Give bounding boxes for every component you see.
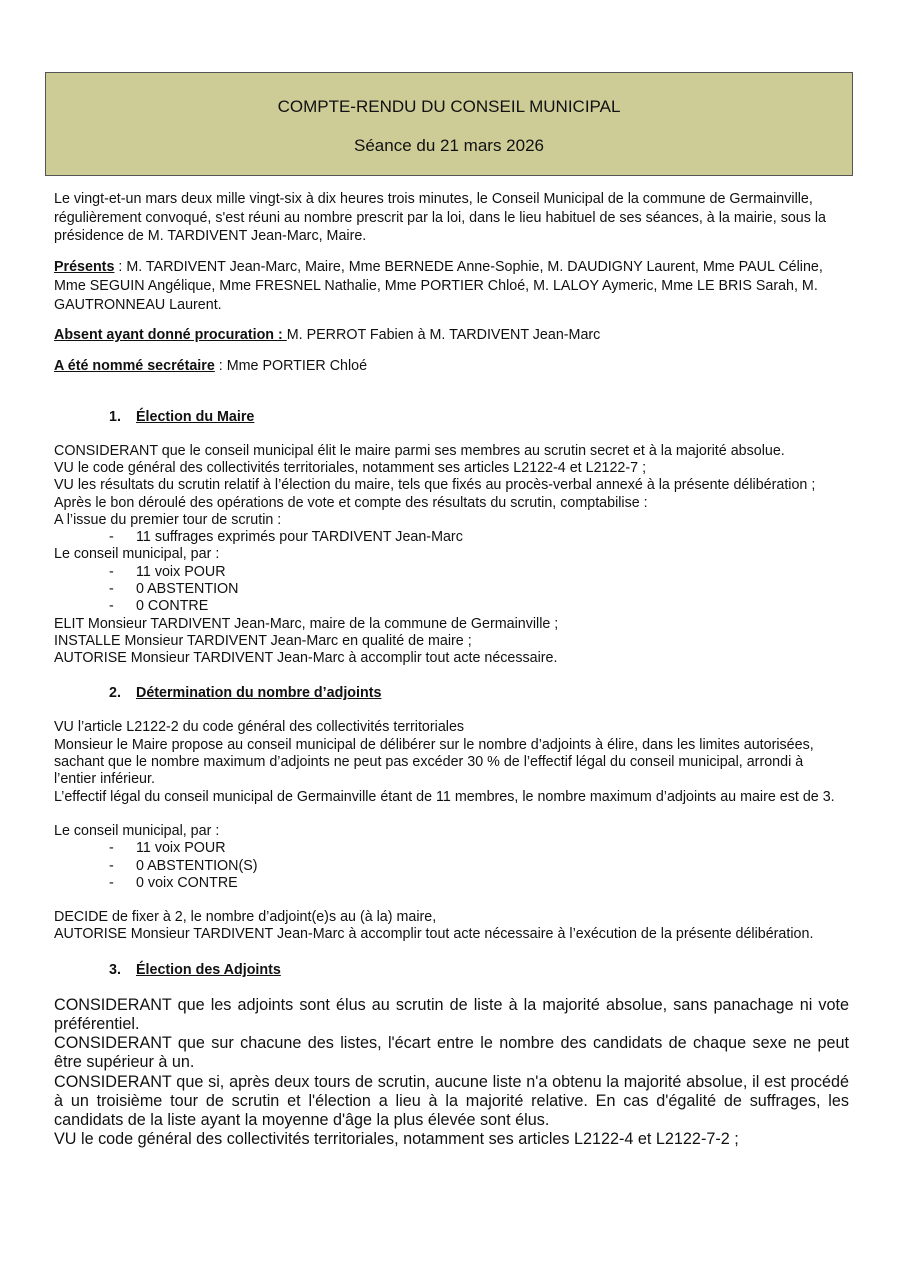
section-2-number: 2. [109, 685, 121, 702]
session-date: Séance du 21 mars 2026 [354, 136, 544, 155]
section-2-title: Détermination du nombre d’adjoints [136, 685, 382, 702]
section-3-line: CONSIDERANT que sur chacune des listes, l'écart entre le nombre des candidats de chaque sexe ne peut être supérieur à un. [54, 1034, 849, 1072]
section-1-vote-text: 0 ABSTENTION [136, 581, 239, 597]
section-1-decision: INSTALLE Monsieur TARDIVENT Jean-Marc en qualité de maire ; [54, 632, 472, 649]
section-2-decision: AUTORISE Monsieur TARDIVENT Jean-Marc à accomplir tout acte nécessaire à l’exécution de la présente délibération. [54, 926, 814, 943]
section-2-decision: DECIDE de fixer à 2, le nombre d’adjoint(e)s au (à la) maire, [54, 909, 437, 926]
presents-label: Présents [54, 259, 115, 276]
secretaire-text: : Mme PORTIER Chloé [214, 357, 368, 374]
section-2-vote-bullet: - 11 voix POUR [109, 840, 226, 857]
secretaire-paragraph [54, 357, 849, 376]
section-1-vote-bullet: - 11 voix POUR [109, 563, 226, 580]
section-1-vote-intro: Le conseil municipal, par : [54, 546, 220, 563]
section-1-line: VU les résultats du scrutin relatif à l’élection du maire, tels que fixés au procès-verbal annexé à la présente délibération ; [54, 477, 816, 494]
section-2-line: L’effectif légal du conseil municipal de Germainville étant de 11 membres, le nombre maximum d’adjoints au maire est de 3. [54, 788, 835, 805]
section-2-vote-bullet: - 0 ABSTENTION(S) [109, 857, 258, 874]
section-1-vote-text: 0 CONTRE [136, 598, 209, 615]
section-2-line: VU l’article L2122-2 du code général des collectivités territoriales [54, 719, 465, 736]
secretaire-label: A été nommé secrétaire [54, 357, 215, 374]
section-3-line: CONSIDERANT que si, après deux tours de scrutin, aucune liste n'a obtenu la majorité absolue, il est procédé à un troisième tour de scrutin et l'élection a lieu à la majorité relative. En cas d'égalité de suffrages, les candidats de la liste ayant la moyenne d'âge la plus élevée sont élus. [54, 1072, 849, 1129]
section-1-vote-bullet: - 0 ABSTENTION [109, 581, 239, 597]
section-1-line: CONSIDERANT que le conseil municipal élit le maire parmi ses membres au scrutin secret et à la majorité absolue. [54, 442, 785, 459]
presents-text: : M. TARDIVENT Jean-Marc, Maire, Mme BERNEDE Anne-Sophie, M. DAUDIGNY Laurent, Mme PAUL Céline, Mme SEGUIN Angélique, Mme FRESNEL Nathalie, Mme PORTIER Chloé, M. LALOY Aymeric, Mme LE BRIS Sarah, M. GAUTRONNEAU Laurent. [54, 259, 823, 313]
section-2-heading [54, 684, 849, 702]
section-2-vote-bullet: - 0 voix CONTRE [109, 874, 238, 891]
section-2-line: Monsieur le Maire propose au conseil municipal de délibérer sur le nombre d’adjoints à élire, dans les limites autorisées, sachant que le nombre maximum d’adjoints ne peut pas excéder 30 % de l’effectif légal du conseil municipal, arrondi à l’entier inférieur. [54, 736, 814, 788]
intro-paragraph: Le vingt-et-un mars deux mille vingt-six à dix heures trois minutes, le Conseil Municipal de la commune de Germainville, régulièrement convoqué, s'est réuni au nombre prescrit par la loi, dans le lieu habituel de ses séances, à la mairie, sous la présidence de M. TARDIVENT Jean-Marc, Maire. [54, 191, 827, 245]
section-3-title: Élection des Adjoints [136, 961, 281, 978]
document-title: COMPTE-RENDU DU CONSEIL MUNICIPAL [277, 97, 621, 116]
section-3-line: CONSIDERANT que les adjoints sont élus au scrutin de liste à la majorité absolue, sans panachage ni vote préférentiel. [54, 995, 849, 1033]
presents-paragraph [54, 258, 849, 314]
absent-paragraph [54, 326, 849, 345]
section-1-decision: AUTORISE Monsieur TARDIVENT Jean-Marc à accomplir tout acte nécessaire. [54, 650, 558, 667]
section-1-line: Après le bon déroulé des opérations de vote et compte des résultats du scrutin, comptabilise : [54, 494, 648, 511]
section-1-heading [54, 408, 849, 426]
section-2-vote-text: 0 voix CONTRE [136, 874, 238, 891]
section-3-line: VU le code général des collectivités territoriales, notamment ses articles L2122-4 et L2122-7-2 ; [54, 1130, 739, 1149]
document-header [45, 72, 853, 176]
section-2-vote-text: 11 voix POUR [136, 840, 226, 857]
section-2-vote-intro: Le conseil municipal, par : [54, 822, 220, 839]
section-1-vote-text: 11 voix POUR [136, 563, 226, 580]
absent-text: M. PERROT Fabien à M. TARDIVENT Jean-Marc [286, 327, 601, 344]
section-1-number: 1. [109, 408, 121, 425]
section-2-vote-text: 0 ABSTENTION(S) [136, 857, 258, 874]
section-1-title: Élection du Maire [136, 408, 255, 425]
section-1-bullet: - 11 suffrages exprimés pour TARDIVENT Jean-Marc [109, 529, 463, 546]
section-1-decision: ELIT Monsieur TARDIVENT Jean-Marc, maire de la commune de Germainville ; [54, 615, 559, 632]
section-1-bullet-text: 11 suffrages exprimés pour TARDIVENT Jean-Marc [136, 529, 463, 546]
section-1-vote-bullet: - 0 CONTRE [109, 598, 209, 615]
section-1-line: A l’issue du premier tour de scrutin : [54, 511, 282, 528]
absent-label: Absent ayant donné procuration : [54, 327, 287, 344]
section-3-number: 3. [109, 961, 121, 978]
document-body [54, 190, 849, 1149]
section-1-line: VU le code général des collectivités territoriales, notamment ses articles L2122-4 et L2122-7 ; [54, 459, 647, 476]
section-3-heading [54, 961, 849, 979]
